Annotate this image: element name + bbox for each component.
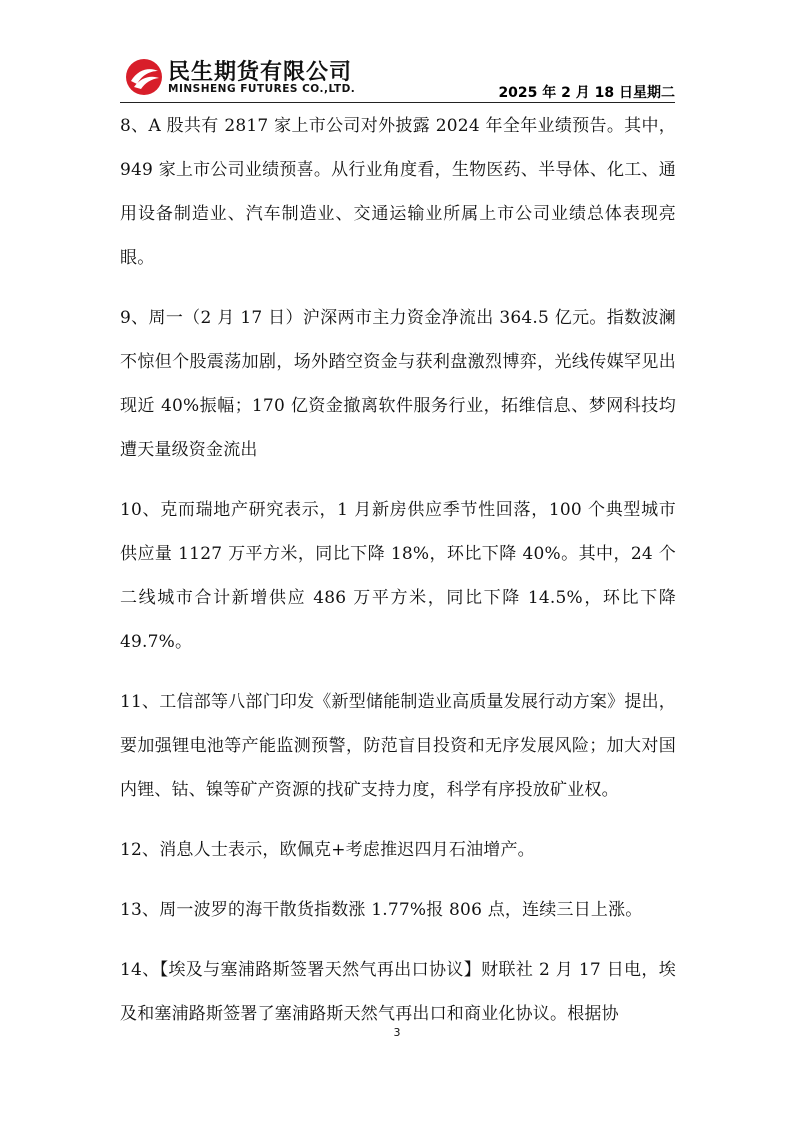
news-item-12: 12、消息人士表示，欧佩克+考虑推迟四月石油增产。 — [120, 840, 535, 860]
news-item-13: 13、周一波罗的海干散货指数涨 1.77%报 806 点，连续三日上涨。 — [120, 900, 643, 920]
news-item-14: 14、【埃及与塞浦路斯签署天然气再出口协议】财联社 2 月 17 日电，埃及和塞浦路斯签署了塞浦路斯天然气再出口和商业化协议。根据协 — [120, 960, 676, 1024]
news-item-10: 10、克而瑞地产研究表示，1 月新房供应季节性回落，100 个典型城市供应量 1127 万平方米，同比下降 18%，环比下降 40%。其中，24 个二线城市合计新增供应 486 万平方米，同比下降 14.5%，环比下降 49.7%。 — [120, 500, 676, 652]
news-item-8: 8、A 股共有 2817 家上市公司对外披露 2024 年全年业绩预告。其中，949 家上市公司业绩预喜。从行业角度看，生物医药、半导体、化工、通用设备制造业、汽车制造业、交通运输业所属上市公司业绩总体表现亮眼。 — [120, 116, 676, 268]
news-item-11: 11、工信部等八部门印发《新型储能制造业高质量发展行动方案》提出，要加强锂电池等产能监测预警，防范盲目投资和无序发展风险；加大对国内锂、钴、镍等矿产资源的找矿支持力度，科学有序投放矿业权。 — [120, 692, 676, 800]
header-divider — [120, 102, 675, 103]
news-item-9: 9、周一（2 月 17 日）沪深两市主力资金净流出 364.5 亿元。指数波澜不惊但个股震荡加剧，场外踏空资金与获利盘激烈博弈，光线传媒罕见出现近 40%振幅；170 亿资金撤离软件服务行业，拓维信息、梦网科技均遭天量级资金流出 — [120, 308, 676, 460]
company-logo — [120, 52, 370, 100]
news-content — [120, 104, 676, 1052]
page-number: 3 — [393, 1026, 401, 1039]
minsheng-logo-icon — [124, 57, 164, 97]
page-header — [120, 52, 675, 104]
company-name-en: MINSHENG FUTURES CO.,LTD. — [168, 83, 356, 95]
report-date: 2025 年 2 月 18 日星期二 — [498, 85, 675, 101]
company-name-cn: 民生期货有限公司 — [168, 60, 353, 85]
